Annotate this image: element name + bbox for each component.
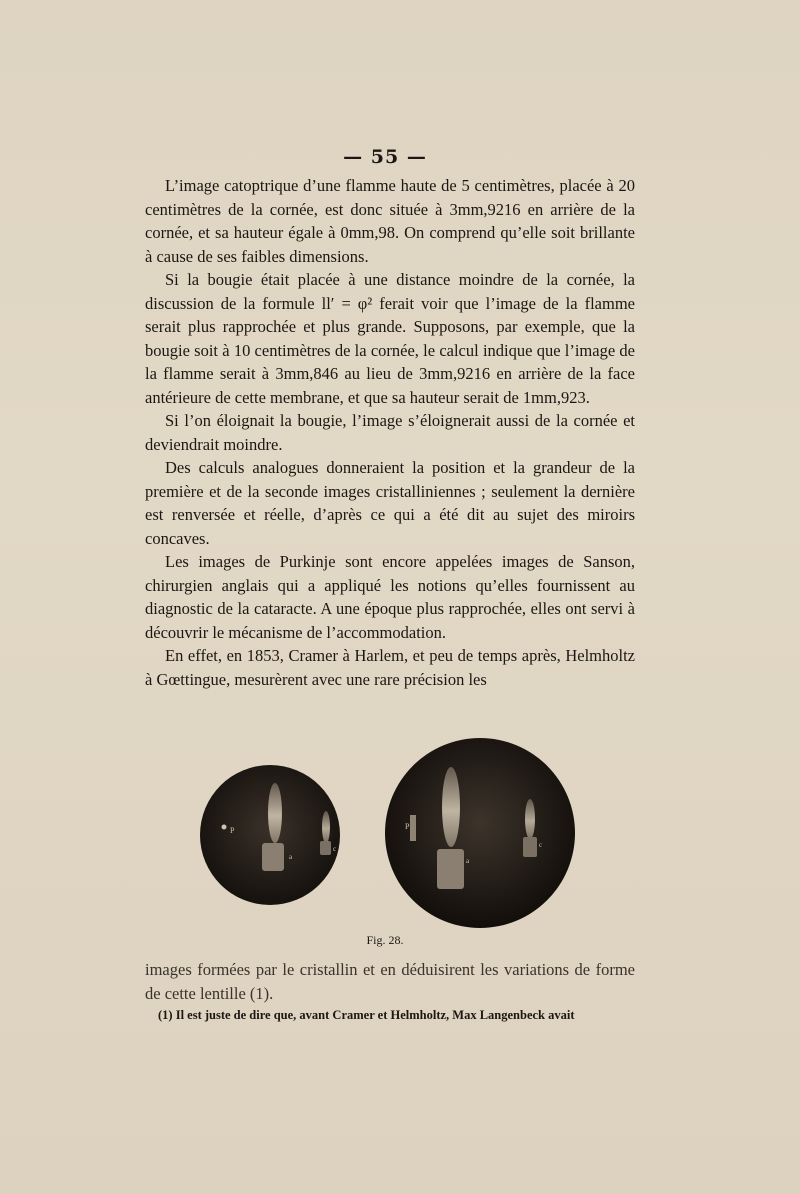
right-small-flame <box>525 799 535 839</box>
paragraph-5: Les images de Purkinje sont encore appelées images de Sanson, chirurgien anglais qui a appliqué les notions qu’elles fournissent au diagnostic de la cataracte. A une époque plus rapprochée, elles ont servi à découvrir le mécanisme de l’accommodation. <box>145 552 635 642</box>
body-text <box>145 174 635 691</box>
left-large-candle <box>262 843 284 871</box>
right-label-c: c <box>539 841 543 849</box>
continuation-paragraph: images formées par le cristallin et en déduisirent les variations de forme de cette lentille (1). <box>145 960 635 1003</box>
right-large-candle <box>437 849 464 889</box>
figure-illustration <box>200 735 580 935</box>
paragraph-2: Si la bougie était placée à une distance moindre de la cornée, la discussion de la formule ll′ = φ² ferait voir que l’image de la flamme serait plus rapprochée et plus grande. Supposons, par exemple, que la bougie soit à 10 centimètres de la cornée, le calcul indique que l’image de la flamme serait à 3mm,846 au lieu de 3mm,9216 en arrière de la face antérieure de cette membrane, et que sa hauteur serait de 1mm,923. <box>145 270 635 407</box>
right-eye-image <box>385 738 575 928</box>
figure-28 <box>200 735 580 935</box>
left-label-a: a <box>289 853 293 861</box>
right-reflection-mark <box>410 815 416 841</box>
paragraph-1: L’image catoptrique d’une flamme haute de 5 centimètres, placée à 20 centimètres de la cornée, est donc située à 3mm,9216 en arrière de la cornée, et sa hauteur égale à 0mm,98. On comprend qu’elle soit brillante à cause de ses faibles dimensions. <box>145 176 635 266</box>
right-large-flame <box>442 767 460 847</box>
left-large-flame <box>268 783 282 843</box>
figure-caption: Fig. 28. <box>366 933 404 947</box>
right-label-p: P <box>405 822 410 831</box>
left-reflection-dot <box>222 825 227 830</box>
left-label-p: P <box>230 826 235 835</box>
left-small-flame <box>322 811 330 843</box>
paragraph-3: Si l’on éloignait la bougie, l’image s’éloignerait aussi de la cornée et deviendrait moindre. <box>145 411 635 454</box>
continuation-text <box>145 958 635 1005</box>
paragraph-6: En effet, en 1853, Cramer à Harlem, et peu de temps après, Helmholtz à Gœttingue, mesurèrent avec une rare précision les <box>145 646 635 689</box>
left-eye-disc <box>200 765 340 905</box>
paragraph-4: Des calculs analogues donneraient la position et la grandeur de la première et de la seconde images cristalliniennes ; seulement la dernière est renversée et réelle, d’après ce qui a été dit au sujet des miroirs concaves. <box>145 458 635 548</box>
left-small-candle <box>320 841 331 855</box>
right-small-candle <box>523 837 537 857</box>
page-number: — 55 — <box>343 146 427 168</box>
footnote: (1) Il est juste de dire que, avant Cramer et Helmholtz, Max Langenbeck avait <box>158 1008 575 1022</box>
right-label-a: a <box>466 857 470 865</box>
left-label-c: c <box>333 845 337 853</box>
left-eye-image <box>200 765 340 905</box>
